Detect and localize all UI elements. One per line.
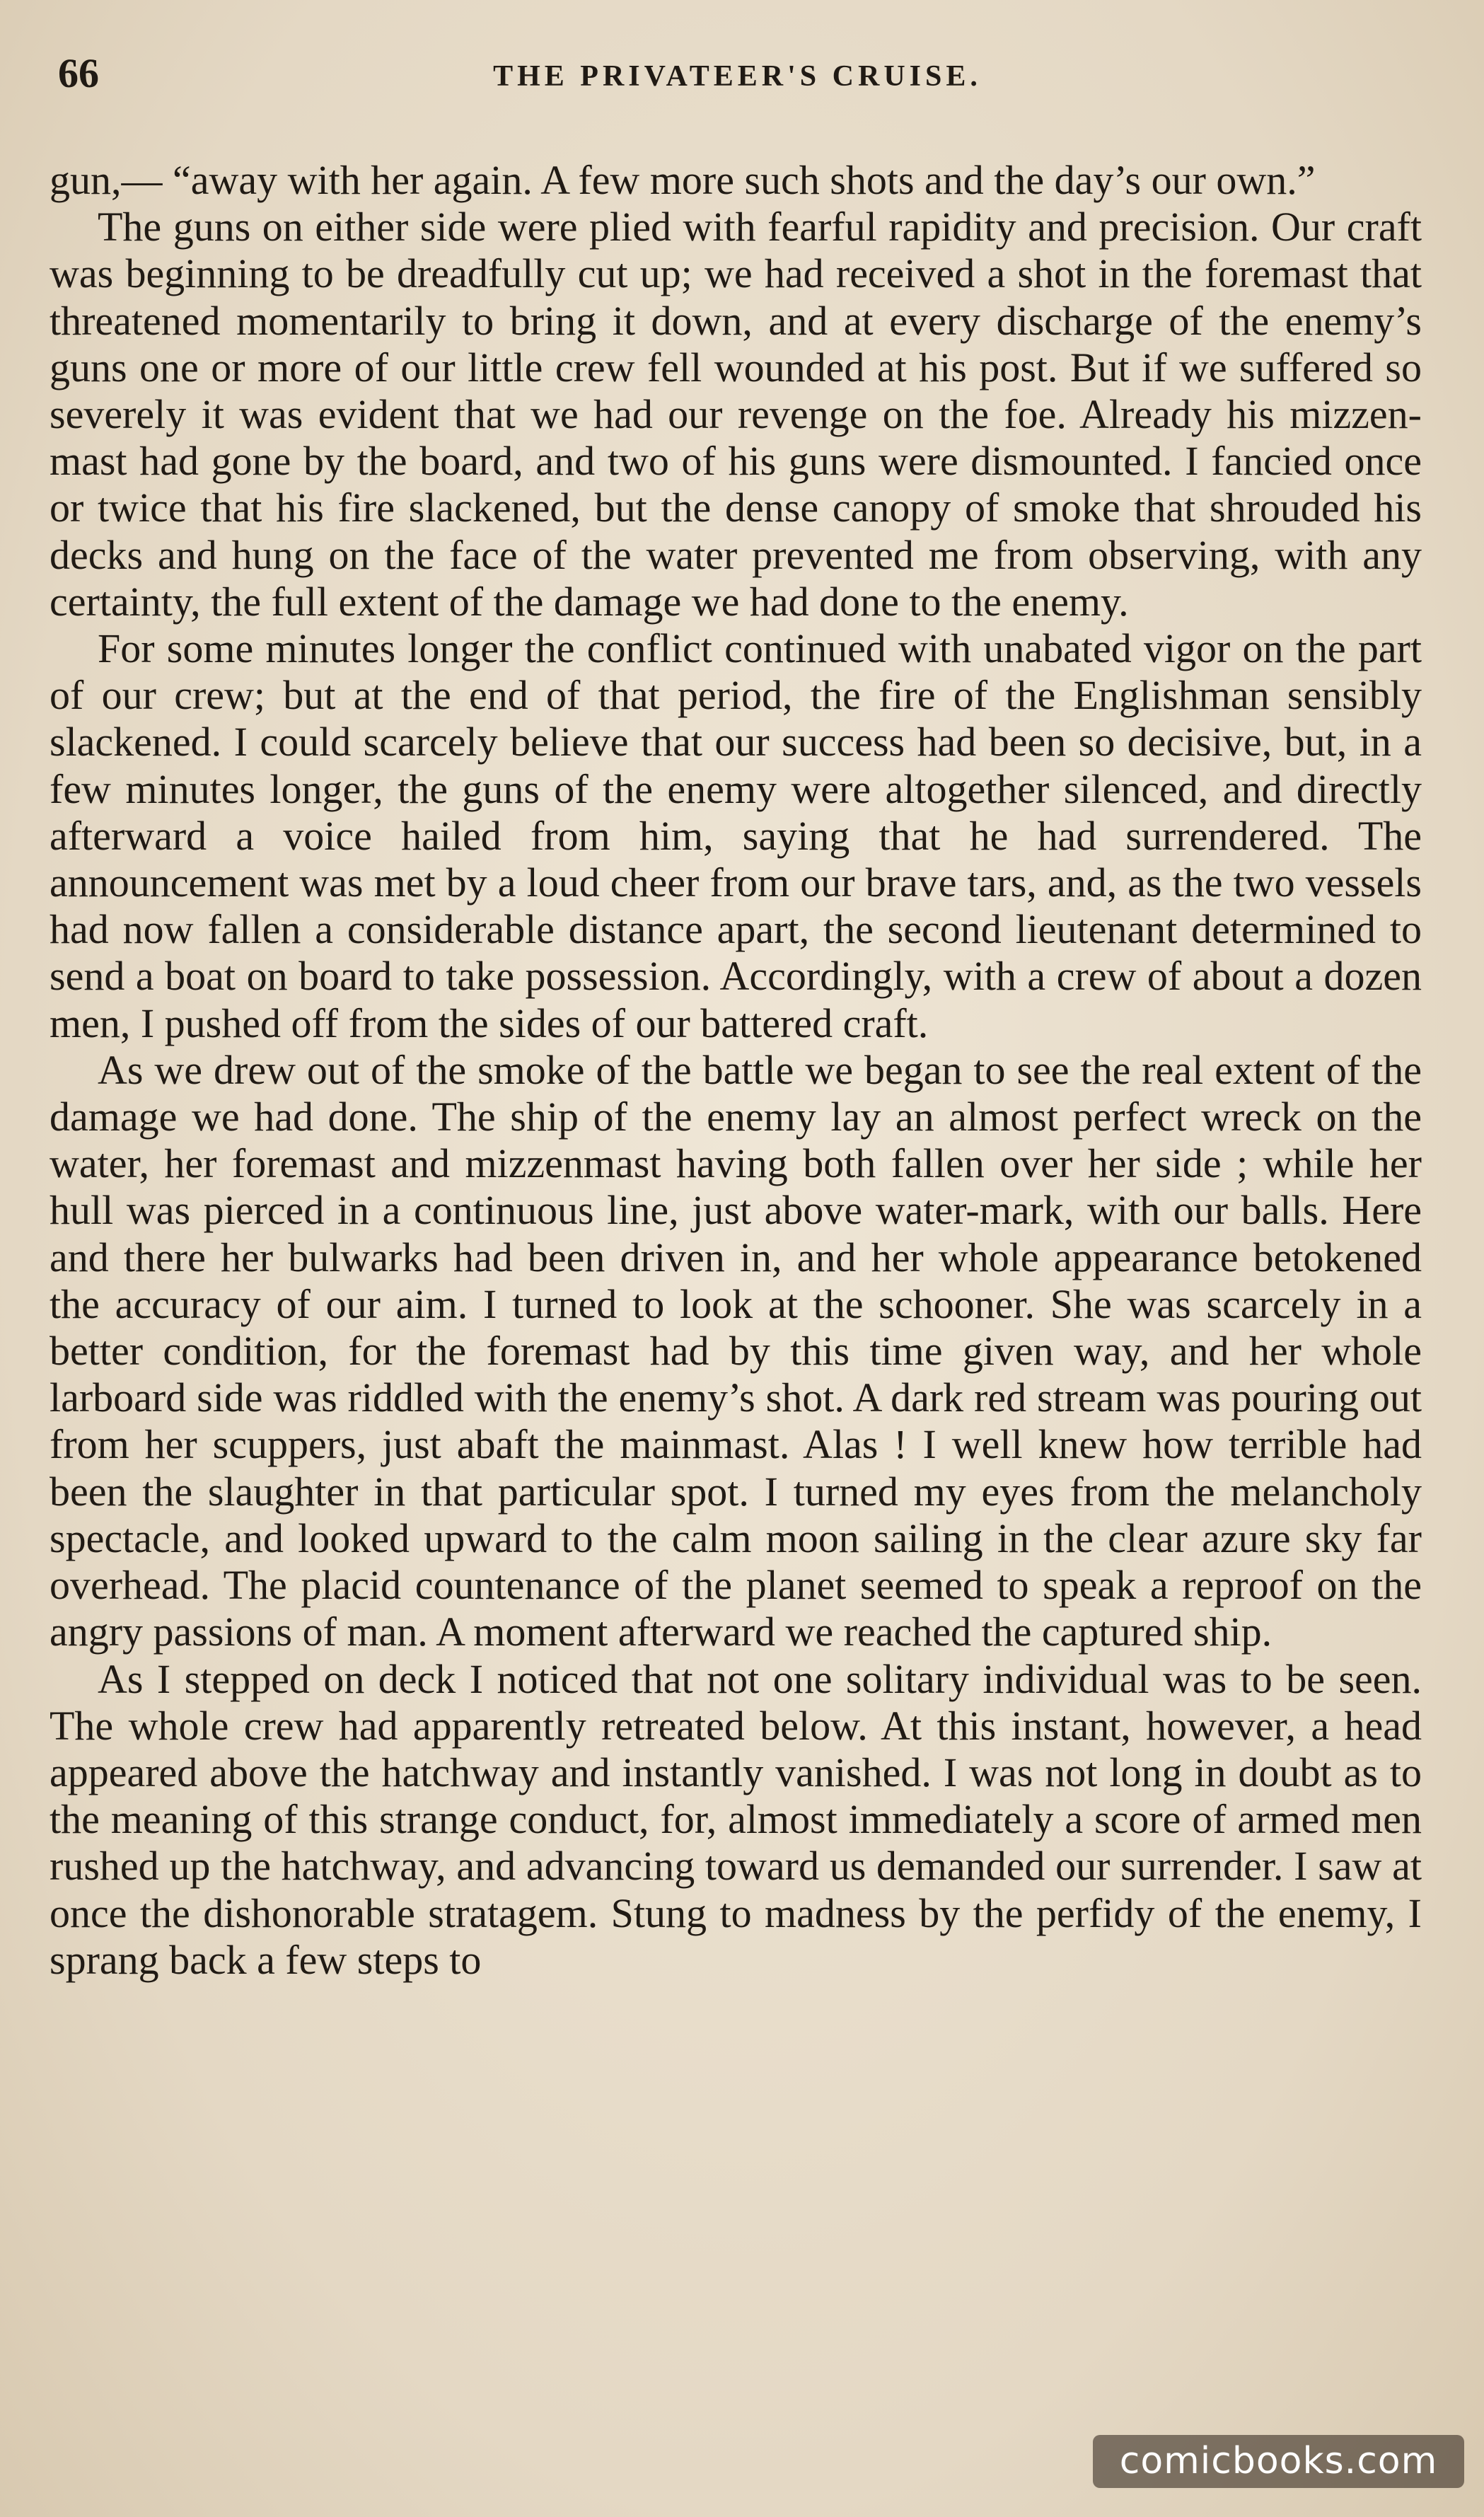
paragraph: As we drew out of the smoke of the battle we began to see the real extent of the damage we had done. The ship of the enemy lay an almost perfect wreck on the water, her foremast and mizzenmast having both fallen over her side ; while her hull was pierced in a continuous line, just above water-mark, with our balls. Here and there her bulwarks had been driven in, and her whole appearance betokened the accuracy of our aim. I turned to look at the schooner. She was scarcely in a better condition, for the foremast had by this time given way, and her whole larboard side was riddled with the enemy’s shot. A dark red stream was pouring out from her scuppers, just abaft the mainmast. Alas ! I well knew how terrible had been the slaughter in that particular spot. I turned my eyes from the melancholy spectacle, and looked upward to the calm moon sailing in the clear azure sky far overhead. The placid countenance of the planet seemed to speak a reproof on the angry passions of man. A moment afterward we reached the captured ship. (50, 1046, 1422, 1655)
paragraph: gun,— “away with her again. A few more such shots and the day’s our own.” (50, 157, 1316, 203)
paragraph: The guns on either side were plied with fearful rapidity and precision. Our craft was beginning to be dreadfully cut up; we had received a shot in the foremast that threatened momentarily to bring it down, and at every discharge of the enemy’s guns one or more of our little crew fell wounded at his post. But if we suffered so severely it was evident that we had our revenge on the foe. Already his mizzen-mast had gone by the board, and two of his guns were dismounted. I fancied once or twice that his fire slackened, but the dense canopy of smoke that shrouded his decks and hung on the face of the water prevented me from observing, with any certainty, the full extent of the damage we had done to the enemy. (50, 204, 1422, 625)
watermark: comicbooks.com (1093, 2435, 1464, 2488)
paragraph: As I stepped on deck I noticed that not one solitary individual was to be seen. The whole crew had apparently retreated below. At this instant, however, a head appeared above the hatchway and instantly vanished. I was not long in doubt as to the meaning of this strange conduct, for, almost immediately a score of armed men rushed up the hatchway, and advancing toward us demanded our surrender. I saw at once the dishonorable stratagem. Stung to madness by the perfidy of the enemy, I sprang back a few steps to (50, 1655, 1422, 1983)
body-text (50, 157, 1422, 1984)
page-header (50, 50, 1425, 106)
page-number: 66 (58, 50, 99, 96)
paragraph: For some minutes longer the conflict continued with unabated vigor on the part of our crew; but at the end of that period, the fire of the Englishman sensibly slackened. I could scarcely believe that our success had been so decisive, but, in a few minutes longer, the guns of the enemy were altogether silenced, and directly afterward a voice hailed from him, saying that he had surrendered. The announcement was met by a loud cheer from our brave tars, and, as the two vessels had now fallen a considerable distance apart, the second lieutenant determined to send a boat on board to take possession. Accordingly, with a crew of about a dozen men, I pushed off from the sides of our battered craft. (50, 625, 1422, 1046)
running-head: THE PRIVATEER'S CRUISE. (493, 60, 982, 93)
